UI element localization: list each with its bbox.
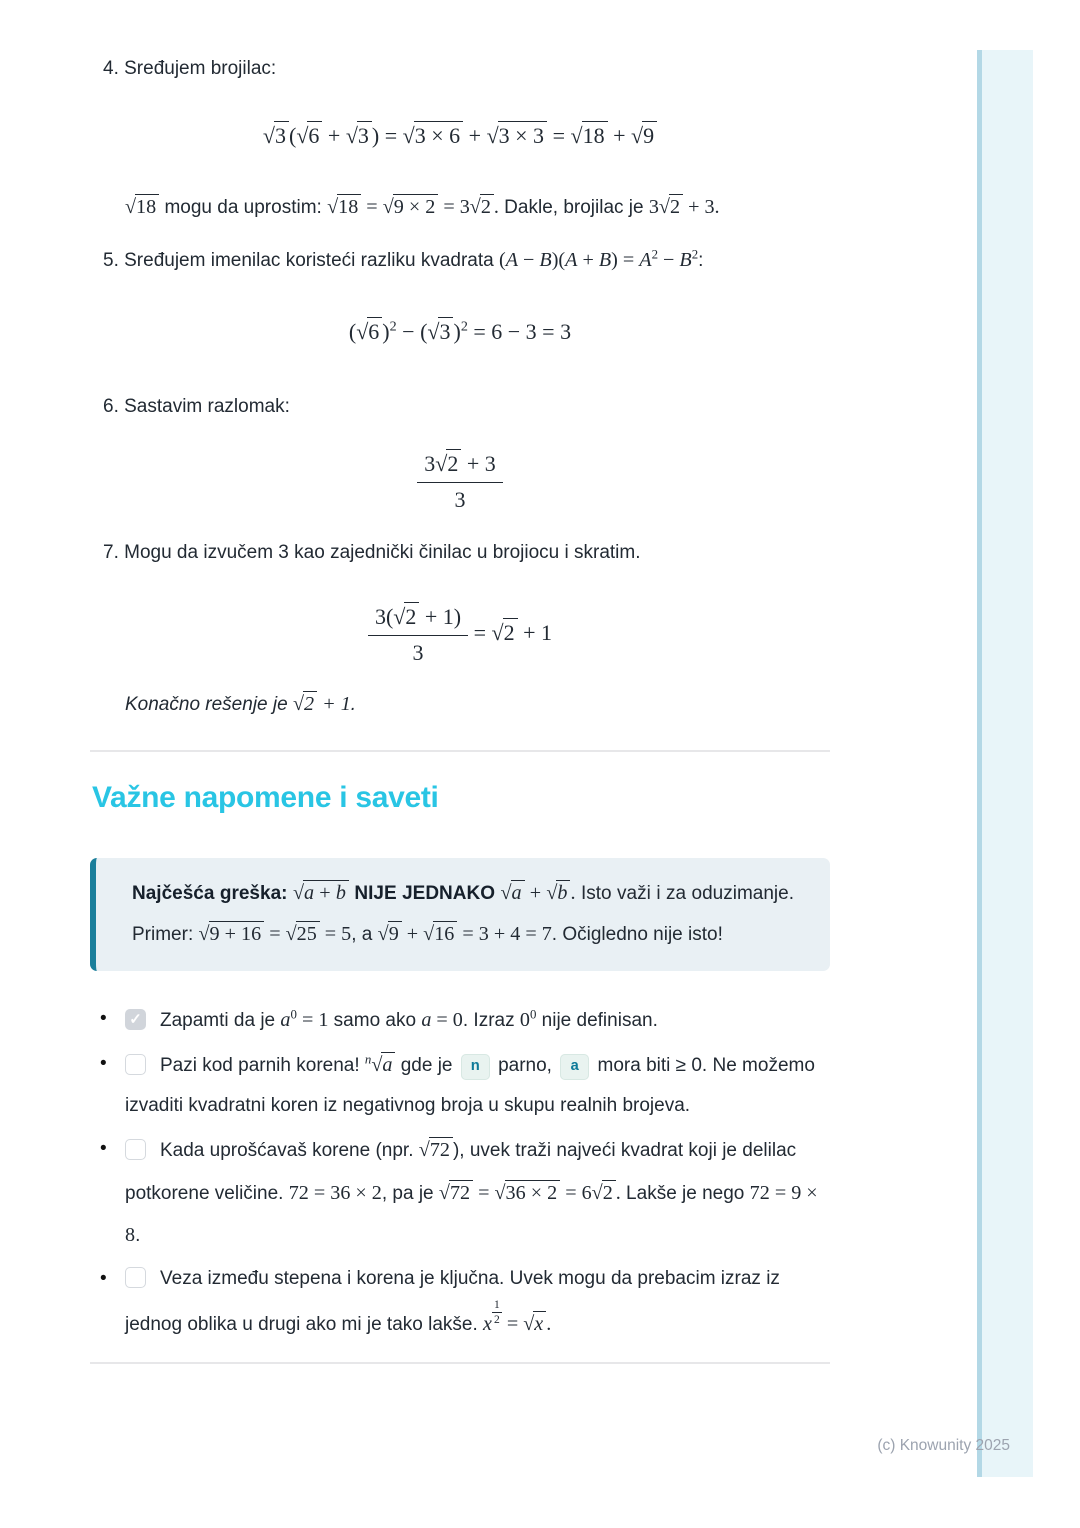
list-item-text: Kada uprošćavaš korene (npr. √72 ), uvek traži najveći kvadrat koji je delilac potkorene veličine. 72 = 36 × 2, pa je √72 = √36 × 2 = 6√2 . Lakše je nego 72 = 9 × 8. <box>125 1139 818 1246</box>
bullet-icon: • <box>100 1138 107 1160</box>
list-item <box>90 1044 830 1126</box>
section-divider <box>90 750 830 752</box>
formula-step-4: √3 (√6 + √3 ) = √3 × 6 + √3 × 3 = √18 + √9 <box>90 119 830 152</box>
formula-step-6: $\frac{3√2 + 3}{3}$ <box>90 450 830 514</box>
step-6-label: 6. Sastavim razlomak: <box>103 395 290 417</box>
bottom-divider <box>90 1362 830 1364</box>
list-item <box>90 1259 830 1345</box>
common-mistake-callout <box>90 858 830 971</box>
list-item <box>90 999 830 1041</box>
right-side-strip <box>977 50 1033 1477</box>
inline-code-chip: n <box>461 1054 490 1080</box>
formula-step-5: (√6 )$^2$ − (√3 )$^2$ = 6 − 3 = 3 <box>348 318 572 344</box>
inline-code-chip: a <box>560 1054 589 1080</box>
list-item <box>90 1129 830 1256</box>
checkbox[interactable] <box>125 1139 146 1160</box>
final-answer: Konačno rešenje je √2 + 1. <box>125 693 357 716</box>
step-5-label: 5. Sređujem imenilac koristeći razliku kvadrata $(A - B)(A + B) = A^2 - B^2$: <box>103 247 704 272</box>
document-content <box>90 0 830 1364</box>
checkbox[interactable] <box>125 1267 146 1288</box>
tips-list <box>90 999 830 1346</box>
bullet-icon: • <box>100 1268 107 1290</box>
list-item-text: Veza između stepena i korena je ključna. Uvek mogu da prebacim izraz iz jednog oblika u drugi ako mi je tako lakše. x $^{\frac{1}{2}}$ = √x . <box>125 1268 780 1336</box>
list-item-text: Pazi kod parnih korena! $^n$√a gde je n parno, a mora biti ≥ 0. Ne možemo izvaditi kvadratni koren iz negativnog broja u skupu realnih brojeva. <box>125 1052 815 1117</box>
checkbox[interactable] <box>125 1054 146 1075</box>
bullet-icon: • <box>100 1053 107 1075</box>
checkbox[interactable] <box>125 1009 146 1030</box>
section-heading: Važne napomene i saveti <box>92 780 439 814</box>
step-4-label: 4. Sređujem brojilac: <box>103 58 277 79</box>
formula-step-7: $\frac{3(√2 + 1)}{3}$ = √2 + 1 <box>90 603 830 667</box>
bullet-icon: • <box>100 1007 107 1029</box>
callout-text: Najčešća greška: √a + b NIJE JEDNAKO √a + √b . Isto važi i za oduzimanje. Primer: √9 + 16 = √25 = 5, a √9 + √16 = 3 + 4 = 7. Očigledno nije isto! <box>132 882 794 945</box>
list-item-text: Zapamti da je $a^0 = 1$ samo ako a = 0. Izraz $0^0$ nije definisan. <box>160 1007 658 1031</box>
copyright-footer: (c) Knowunity 2025 <box>877 1437 1010 1454</box>
step-7-label: 7. Mogu da izvučem 3 kao zajednički činilac u brojiocu i skratim. <box>103 542 641 564</box>
step-4-note: √18 mogu da uprostim: √18 = √9 × 2 = 3√2 . Dakle, brojilac je 3√2 + 3. <box>125 195 720 218</box>
